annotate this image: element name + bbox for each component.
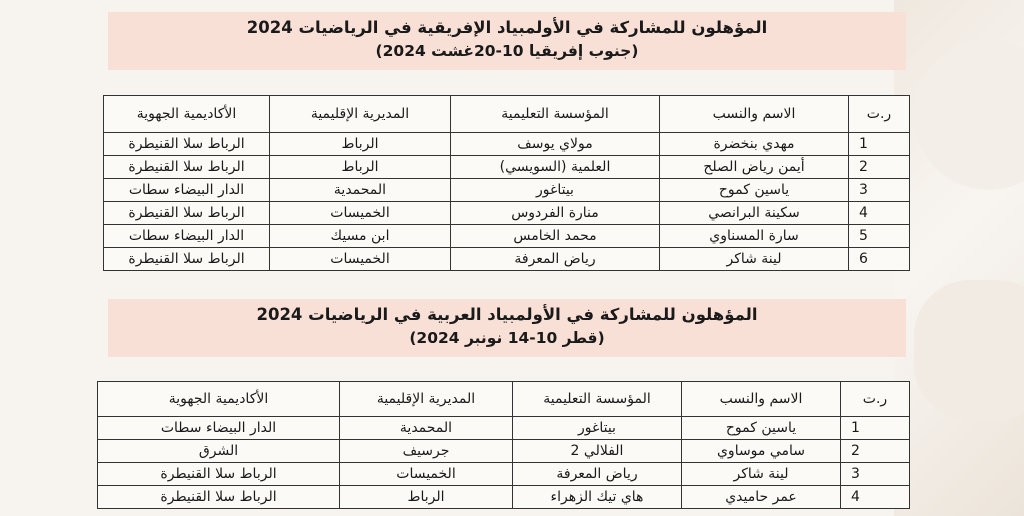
cell-name: سامي موساوي	[682, 440, 841, 463]
cell-rank: 3	[841, 463, 910, 486]
cell-school: مولاي يوسف	[451, 133, 660, 156]
cell-directorate: الخميسات	[270, 248, 451, 271]
cell-school: هاي تيك الزهراء	[513, 486, 682, 509]
section2-banner	[108, 299, 906, 357]
section2-title: المؤهلون للمشاركة في الأولمبياد العربية في الرياضيات 2024	[256, 305, 758, 324]
cell-name: سكينة البرانصي	[660, 202, 849, 225]
header-directorate: المديرية الإقليمية	[270, 96, 451, 133]
table-header-row	[104, 96, 910, 133]
cell-rank: 1	[841, 417, 910, 440]
cell-school: منارة الفردوس	[451, 202, 660, 225]
header-school: المؤسسة التعليمية	[451, 96, 660, 133]
cell-academy: الرباط سلا القنيطرة	[104, 133, 270, 156]
table-row	[98, 417, 910, 440]
cell-rank: 2	[841, 440, 910, 463]
cell-school: رياض المعرفة	[513, 463, 682, 486]
cell-name: عمر حاميدي	[682, 486, 841, 509]
cell-directorate: الرباط	[270, 133, 451, 156]
cell-directorate: ابن مسيك	[270, 225, 451, 248]
cell-academy: الرباط سلا القنيطرة	[98, 463, 340, 486]
section1-banner	[108, 12, 906, 70]
cell-directorate: جرسيف	[340, 440, 513, 463]
table-header-row	[98, 382, 910, 417]
cell-academy: الدار البيضاء سطات	[104, 179, 270, 202]
section2-table	[97, 381, 910, 509]
cell-school: العلمية (السويسي)	[451, 156, 660, 179]
cell-academy: الشرق	[98, 440, 340, 463]
table-row	[104, 156, 910, 179]
section1-table	[103, 95, 910, 271]
table-row	[104, 202, 910, 225]
table-row	[104, 179, 910, 202]
background-shape	[914, 280, 1024, 420]
cell-rank: 2	[849, 156, 910, 179]
cell-academy: الدار البيضاء سطات	[98, 417, 340, 440]
header-school: المؤسسة التعليمية	[513, 382, 682, 417]
cell-directorate: الخميسات	[340, 463, 513, 486]
cell-name: لينة شاكر	[660, 248, 849, 271]
section1-title: المؤهلون للمشاركة في الأولمبياد الإفريقية في الرياضيات 2024	[246, 18, 768, 37]
cell-school: بيتاغور	[513, 417, 682, 440]
cell-academy: الرباط سلا القنيطرة	[104, 156, 270, 179]
header-rank: ر.ت	[841, 382, 910, 417]
header-name: الاسم والنسب	[660, 96, 849, 133]
cell-name: ياسين كموح	[682, 417, 841, 440]
header-academy: الأكاديمية الجهوية	[98, 382, 340, 417]
cell-rank: 4	[841, 486, 910, 509]
cell-academy: الرباط سلا القنيطرة	[98, 486, 340, 509]
cell-name: لينة شاكر	[682, 463, 841, 486]
cell-directorate: الخميسات	[270, 202, 451, 225]
cell-name: ياسين كموح	[660, 179, 849, 202]
cell-academy: الرباط سلا القنيطرة	[104, 248, 270, 271]
cell-academy: الدار البيضاء سطات	[104, 225, 270, 248]
cell-rank: 3	[849, 179, 910, 202]
table-row	[104, 225, 910, 248]
cell-school: محمد الخامس	[451, 225, 660, 248]
cell-rank: 4	[849, 202, 910, 225]
section2-subtitle: (قطر 10-14 نونبر 2024)	[409, 329, 605, 347]
cell-school: بيتاغور	[451, 179, 660, 202]
section1-subtitle: (جنوب إفريقيا 10-20غشت 2024)	[375, 42, 639, 60]
table-row	[98, 486, 910, 509]
header-rank: ر.ت	[849, 96, 910, 133]
cell-rank: 6	[849, 248, 910, 271]
cell-name: مهدي بنخضرة	[660, 133, 849, 156]
header-directorate: المديرية الإقليمية	[340, 382, 513, 417]
table-row	[104, 248, 910, 271]
table-row	[104, 133, 910, 156]
cell-school: رياض المعرفة	[451, 248, 660, 271]
cell-school: الفلالي 2	[513, 440, 682, 463]
header-academy: الأكاديمية الجهوية	[104, 96, 270, 133]
cell-directorate: الرباط	[340, 486, 513, 509]
table-row	[98, 463, 910, 486]
cell-rank: 5	[849, 225, 910, 248]
table-row	[98, 440, 910, 463]
cell-directorate: الرباط	[270, 156, 451, 179]
cell-directorate: المحمدية	[340, 417, 513, 440]
header-name: الاسم والنسب	[682, 382, 841, 417]
cell-name: سارة المسناوي	[660, 225, 849, 248]
cell-academy: الرباط سلا القنيطرة	[104, 202, 270, 225]
cell-rank: 1	[849, 133, 910, 156]
cell-directorate: المحمدية	[270, 179, 451, 202]
cell-name: أيمن رياض الصلح	[660, 156, 849, 179]
